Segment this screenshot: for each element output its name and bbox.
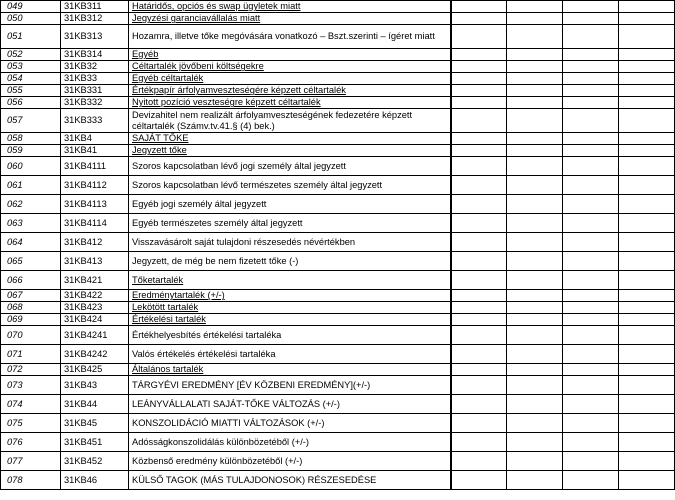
value-cell[interactable] bbox=[619, 452, 675, 471]
value-cell[interactable] bbox=[507, 133, 563, 145]
value-cell[interactable] bbox=[563, 302, 619, 314]
value-cell[interactable] bbox=[619, 414, 675, 433]
value-cell[interactable] bbox=[563, 133, 619, 145]
row-description-cell: Egyéb jogi személy által jegyzett bbox=[129, 195, 451, 214]
value-cell[interactable] bbox=[507, 49, 563, 61]
row-description-cell: Értékpapír árfolyamveszteségére képzett céltartalék bbox=[129, 85, 451, 97]
value-cell[interactable] bbox=[619, 433, 675, 452]
value-cell[interactable] bbox=[563, 97, 619, 109]
row-description-cell: Közbenső eredmény különbözetéből (+/-) bbox=[129, 452, 451, 471]
value-cell[interactable] bbox=[563, 314, 619, 326]
value-cell[interactable] bbox=[507, 395, 563, 414]
value-cell[interactable] bbox=[451, 433, 507, 452]
value-cell[interactable] bbox=[619, 176, 675, 195]
table-row bbox=[1, 433, 675, 452]
value-cell[interactable] bbox=[507, 433, 563, 452]
value-cell[interactable] bbox=[451, 345, 507, 364]
value-cell[interactable] bbox=[619, 13, 675, 25]
value-cell[interactable] bbox=[451, 73, 507, 85]
row-description-cell: Devizahitel nem realizált árfolyamveszteségének fedezetére képzett céltartalék (Számv.tv.41.§ (4) bek.) bbox=[129, 109, 451, 133]
row-code-cell: 31KB424 bbox=[61, 314, 129, 326]
value-cell[interactable] bbox=[563, 471, 619, 490]
row-description-cell: Hozamra, illetve tőke megóvására vonatkozó – Bszt.szerinti – ígéret miatt bbox=[129, 25, 451, 49]
value-cell[interactable] bbox=[451, 109, 507, 133]
row-description-cell: Értékhelyesbítés értékelési tartaléka bbox=[129, 326, 451, 345]
value-cell[interactable] bbox=[451, 302, 507, 314]
row-code-cell: 31KB44 bbox=[61, 395, 129, 414]
row-code-cell: 31KB4114 bbox=[61, 214, 129, 233]
row-code-cell: 31KB332 bbox=[61, 97, 129, 109]
row-number-cell: 049 bbox=[1, 1, 61, 13]
value-cell[interactable] bbox=[507, 25, 563, 49]
value-cell[interactable] bbox=[563, 13, 619, 25]
value-cell[interactable] bbox=[451, 290, 507, 302]
value-cell[interactable] bbox=[451, 133, 507, 145]
row-number-cell: 074 bbox=[1, 395, 61, 414]
value-cell[interactable] bbox=[619, 61, 675, 73]
value-cell[interactable] bbox=[451, 414, 507, 433]
value-cell[interactable] bbox=[619, 49, 675, 61]
value-cell[interactable] bbox=[619, 364, 675, 376]
row-code-cell: 31KB45 bbox=[61, 414, 129, 433]
value-cell[interactable] bbox=[451, 452, 507, 471]
value-cell[interactable] bbox=[563, 345, 619, 364]
table-row bbox=[1, 252, 675, 271]
row-number-cell: 061 bbox=[1, 176, 61, 195]
value-cell[interactable] bbox=[507, 13, 563, 25]
row-description-cell: Értékelési tartalék bbox=[129, 314, 451, 326]
value-cell[interactable] bbox=[619, 345, 675, 364]
value-cell[interactable] bbox=[507, 471, 563, 490]
table-row bbox=[1, 364, 675, 376]
table-row bbox=[1, 25, 675, 49]
value-cell[interactable] bbox=[619, 195, 675, 214]
table-row bbox=[1, 176, 675, 195]
value-cell[interactable] bbox=[619, 271, 675, 290]
value-cell[interactable] bbox=[451, 252, 507, 271]
row-description-cell: KONSZOLIDÁCIÓ MIATTI VÁLTOZÁSOK (+/-) bbox=[129, 414, 451, 433]
value-cell[interactable] bbox=[507, 452, 563, 471]
value-cell[interactable] bbox=[507, 85, 563, 97]
value-cell[interactable] bbox=[619, 145, 675, 157]
value-cell[interactable] bbox=[619, 314, 675, 326]
row-code-cell: 31KB32 bbox=[61, 61, 129, 73]
value-cell[interactable] bbox=[507, 73, 563, 85]
value-cell[interactable] bbox=[563, 1, 619, 13]
value-cell[interactable] bbox=[451, 195, 507, 214]
table-row bbox=[1, 345, 675, 364]
row-code-cell: 31KB314 bbox=[61, 49, 129, 61]
value-cell[interactable] bbox=[451, 49, 507, 61]
value-cell[interactable] bbox=[619, 109, 675, 133]
table-row bbox=[1, 73, 675, 85]
row-code-cell: 31KB451 bbox=[61, 433, 129, 452]
row-description-cell: Egyéb céltartalék bbox=[129, 73, 451, 85]
value-cell[interactable] bbox=[451, 326, 507, 345]
value-cell[interactable] bbox=[451, 157, 507, 176]
value-cell[interactable] bbox=[451, 395, 507, 414]
value-cell[interactable] bbox=[507, 302, 563, 314]
value-cell[interactable] bbox=[563, 25, 619, 49]
value-cell[interactable] bbox=[507, 376, 563, 395]
value-cell[interactable] bbox=[563, 395, 619, 414]
row-code-cell: 31KB4241 bbox=[61, 326, 129, 345]
row-number-cell: 073 bbox=[1, 376, 61, 395]
row-number-cell: 067 bbox=[1, 290, 61, 302]
table-row bbox=[1, 290, 675, 302]
row-description-cell: Céltartalék jövőbeni költségekre bbox=[129, 61, 451, 73]
value-cell[interactable] bbox=[619, 1, 675, 13]
value-cell[interactable] bbox=[619, 302, 675, 314]
value-cell[interactable] bbox=[451, 176, 507, 195]
row-code-cell: 31KB313 bbox=[61, 25, 129, 49]
value-cell[interactable] bbox=[619, 233, 675, 252]
value-cell[interactable] bbox=[563, 364, 619, 376]
value-cell[interactable] bbox=[507, 157, 563, 176]
value-cell[interactable] bbox=[507, 145, 563, 157]
row-description-cell: Jegyzett, de még be nem fizetett tőke (-) bbox=[129, 252, 451, 271]
row-number-cell: 068 bbox=[1, 302, 61, 314]
value-cell[interactable] bbox=[507, 97, 563, 109]
value-cell[interactable] bbox=[507, 61, 563, 73]
value-cell[interactable] bbox=[563, 233, 619, 252]
value-cell[interactable] bbox=[507, 1, 563, 13]
row-description-cell: TÁRGYÉVI EREDMÉNY [ÉV KÖZBENI EREDMÉNY](+/-) bbox=[129, 376, 451, 395]
table-row bbox=[1, 97, 675, 109]
row-number-cell: 064 bbox=[1, 233, 61, 252]
value-cell[interactable] bbox=[451, 1, 507, 13]
row-number-cell: 077 bbox=[1, 452, 61, 471]
row-description-cell: Nyitott pozíció veszteségre képzett céltartalék bbox=[129, 97, 451, 109]
value-cell[interactable] bbox=[451, 214, 507, 233]
value-cell[interactable] bbox=[563, 452, 619, 471]
row-description-cell: Egyéb természetes személy által jegyzett bbox=[129, 214, 451, 233]
table-row bbox=[1, 376, 675, 395]
value-cell[interactable] bbox=[619, 85, 675, 97]
value-cell[interactable] bbox=[507, 271, 563, 290]
value-cell[interactable] bbox=[507, 290, 563, 302]
value-cell[interactable] bbox=[563, 376, 619, 395]
table-row bbox=[1, 452, 675, 471]
value-cell[interactable] bbox=[507, 214, 563, 233]
row-code-cell: 31KB311 bbox=[61, 1, 129, 13]
row-code-cell: 31KB412 bbox=[61, 233, 129, 252]
value-cell[interactable] bbox=[451, 97, 507, 109]
value-cell[interactable] bbox=[451, 61, 507, 73]
value-cell[interactable] bbox=[507, 364, 563, 376]
value-cell[interactable] bbox=[563, 145, 619, 157]
row-number-cell: 058 bbox=[1, 133, 61, 145]
row-number-cell: 062 bbox=[1, 195, 61, 214]
row-code-cell: 31KB4111 bbox=[61, 157, 129, 176]
value-cell[interactable] bbox=[619, 25, 675, 49]
row-code-cell: 31KB333 bbox=[61, 109, 129, 133]
row-code-cell: 31KB4 bbox=[61, 133, 129, 145]
table-row bbox=[1, 157, 675, 176]
table-row bbox=[1, 271, 675, 290]
value-cell[interactable] bbox=[563, 176, 619, 195]
table-row bbox=[1, 302, 675, 314]
value-cell[interactable] bbox=[507, 109, 563, 133]
row-code-cell: 31KB413 bbox=[61, 252, 129, 271]
row-number-cell: 078 bbox=[1, 471, 61, 490]
table-row bbox=[1, 471, 675, 490]
row-code-cell: 31KB4113 bbox=[61, 195, 129, 214]
value-cell[interactable] bbox=[563, 433, 619, 452]
value-cell[interactable] bbox=[563, 85, 619, 97]
value-cell[interactable] bbox=[563, 195, 619, 214]
value-cell[interactable] bbox=[563, 214, 619, 233]
row-number-cell: 066 bbox=[1, 271, 61, 290]
value-cell[interactable] bbox=[451, 364, 507, 376]
row-number-cell: 053 bbox=[1, 61, 61, 73]
row-number-cell: 072 bbox=[1, 364, 61, 376]
value-cell[interactable] bbox=[563, 61, 619, 73]
row-description-cell: LEÁNYVÁLLALATI SAJÁT-TŐKE VÁLTOZÁS (+/-) bbox=[129, 395, 451, 414]
row-code-cell: 31KB425 bbox=[61, 364, 129, 376]
value-cell[interactable] bbox=[563, 73, 619, 85]
row-number-cell: 069 bbox=[1, 314, 61, 326]
table-row bbox=[1, 326, 675, 345]
table-row bbox=[1, 214, 675, 233]
row-code-cell: 31KB331 bbox=[61, 85, 129, 97]
row-description-cell: Jegyzési garanciavállalás miatt bbox=[129, 13, 451, 25]
row-description-cell: Eredménytartalék (+/-) bbox=[129, 290, 451, 302]
row-code-cell: 31KB41 bbox=[61, 145, 129, 157]
value-cell[interactable] bbox=[619, 97, 675, 109]
value-cell[interactable] bbox=[507, 252, 563, 271]
row-description-cell: Tőketartalék bbox=[129, 271, 451, 290]
row-code-cell: 31KB421 bbox=[61, 271, 129, 290]
row-code-cell: 31KB312 bbox=[61, 13, 129, 25]
table-row bbox=[1, 395, 675, 414]
row-number-cell: 065 bbox=[1, 252, 61, 271]
value-cell[interactable] bbox=[619, 157, 675, 176]
value-cell[interactable] bbox=[507, 176, 563, 195]
row-number-cell: 076 bbox=[1, 433, 61, 452]
row-number-cell: 075 bbox=[1, 414, 61, 433]
value-cell[interactable] bbox=[507, 414, 563, 433]
value-cell[interactable] bbox=[619, 73, 675, 85]
row-code-cell: 31KB46 bbox=[61, 471, 129, 490]
row-description-cell: SAJÁT TŐKE bbox=[129, 133, 451, 145]
row-code-cell: 31KB423 bbox=[61, 302, 129, 314]
value-cell[interactable] bbox=[619, 326, 675, 345]
value-cell[interactable] bbox=[563, 271, 619, 290]
row-number-cell: 055 bbox=[1, 85, 61, 97]
row-number-cell: 056 bbox=[1, 97, 61, 109]
row-description-cell: Visszavásárolt saját tulajdoni részesedés névértékben bbox=[129, 233, 451, 252]
row-code-cell: 31KB422 bbox=[61, 290, 129, 302]
value-cell[interactable] bbox=[563, 414, 619, 433]
value-cell[interactable] bbox=[507, 233, 563, 252]
value-cell[interactable] bbox=[507, 326, 563, 345]
table-row bbox=[1, 195, 675, 214]
table-row bbox=[1, 61, 675, 73]
row-description-cell: Egyéb bbox=[129, 49, 451, 61]
value-cell[interactable] bbox=[507, 345, 563, 364]
row-description-cell: Adósságkonszolidálás különbözetéből (+/-) bbox=[129, 433, 451, 452]
value-cell[interactable] bbox=[563, 49, 619, 61]
value-cell[interactable] bbox=[451, 145, 507, 157]
table-row bbox=[1, 233, 675, 252]
value-cell[interactable] bbox=[451, 271, 507, 290]
row-number-cell: 071 bbox=[1, 345, 61, 364]
value-cell[interactable] bbox=[619, 290, 675, 302]
value-cell[interactable] bbox=[619, 252, 675, 271]
table-row bbox=[1, 49, 675, 61]
value-cell[interactable] bbox=[451, 471, 507, 490]
row-description-cell: Valós értékelés értékelési tartaléka bbox=[129, 345, 451, 364]
row-code-cell: 31KB43 bbox=[61, 376, 129, 395]
row-code-cell: 31KB4242 bbox=[61, 345, 129, 364]
value-cell[interactable] bbox=[619, 214, 675, 233]
row-description-cell: KÜLSŐ TAGOK (MÁS TULAJDONOSOK) RÉSZESEDÉSE bbox=[129, 471, 451, 490]
table-row bbox=[1, 1, 675, 13]
row-number-cell: 070 bbox=[1, 326, 61, 345]
row-number-cell: 057 bbox=[1, 109, 61, 133]
row-number-cell: 059 bbox=[1, 145, 61, 157]
row-code-cell: 31KB33 bbox=[61, 73, 129, 85]
table-row bbox=[1, 85, 675, 97]
value-cell[interactable] bbox=[451, 85, 507, 97]
row-description-cell: Szoros kapcsolatban lévő jogi személy által jegyzett bbox=[129, 157, 451, 176]
value-cell[interactable] bbox=[451, 13, 507, 25]
table-body bbox=[1, 1, 675, 490]
row-code-cell: 31KB4112 bbox=[61, 176, 129, 195]
row-number-cell: 052 bbox=[1, 49, 61, 61]
row-description-cell: Határidős, opciós és swap ügyletek miatt bbox=[129, 1, 451, 13]
value-cell[interactable] bbox=[619, 395, 675, 414]
row-number-cell: 063 bbox=[1, 214, 61, 233]
row-description-cell: Szoros kapcsolatban lévő természetes személy által jegyzett bbox=[129, 176, 451, 195]
row-description-cell: Lekötött tartalék bbox=[129, 302, 451, 314]
table-row bbox=[1, 13, 675, 25]
value-cell[interactable] bbox=[451, 376, 507, 395]
row-description-cell: Jegyzett tőke bbox=[129, 145, 451, 157]
value-cell[interactable] bbox=[507, 314, 563, 326]
table-row bbox=[1, 414, 675, 433]
row-number-cell: 060 bbox=[1, 157, 61, 176]
value-cell[interactable] bbox=[451, 233, 507, 252]
table-row bbox=[1, 133, 675, 145]
row-code-cell: 31KB452 bbox=[61, 452, 129, 471]
table-row bbox=[1, 145, 675, 157]
value-cell[interactable] bbox=[451, 25, 507, 49]
value-cell[interactable] bbox=[619, 133, 675, 145]
value-cell[interactable] bbox=[619, 471, 675, 490]
value-cell[interactable] bbox=[563, 109, 619, 133]
value-cell[interactable] bbox=[619, 376, 675, 395]
row-number-cell: 050 bbox=[1, 13, 61, 25]
row-number-cell: 051 bbox=[1, 25, 61, 49]
row-description-cell: Általános tartalék bbox=[129, 364, 451, 376]
value-cell[interactable] bbox=[563, 290, 619, 302]
row-number-cell: 054 bbox=[1, 73, 61, 85]
table-row bbox=[1, 109, 675, 133]
value-cell[interactable] bbox=[507, 195, 563, 214]
value-cell[interactable] bbox=[563, 326, 619, 345]
value-cell[interactable] bbox=[563, 252, 619, 271]
value-cell[interactable] bbox=[451, 314, 507, 326]
table-row bbox=[1, 314, 675, 326]
value-cell[interactable] bbox=[563, 157, 619, 176]
